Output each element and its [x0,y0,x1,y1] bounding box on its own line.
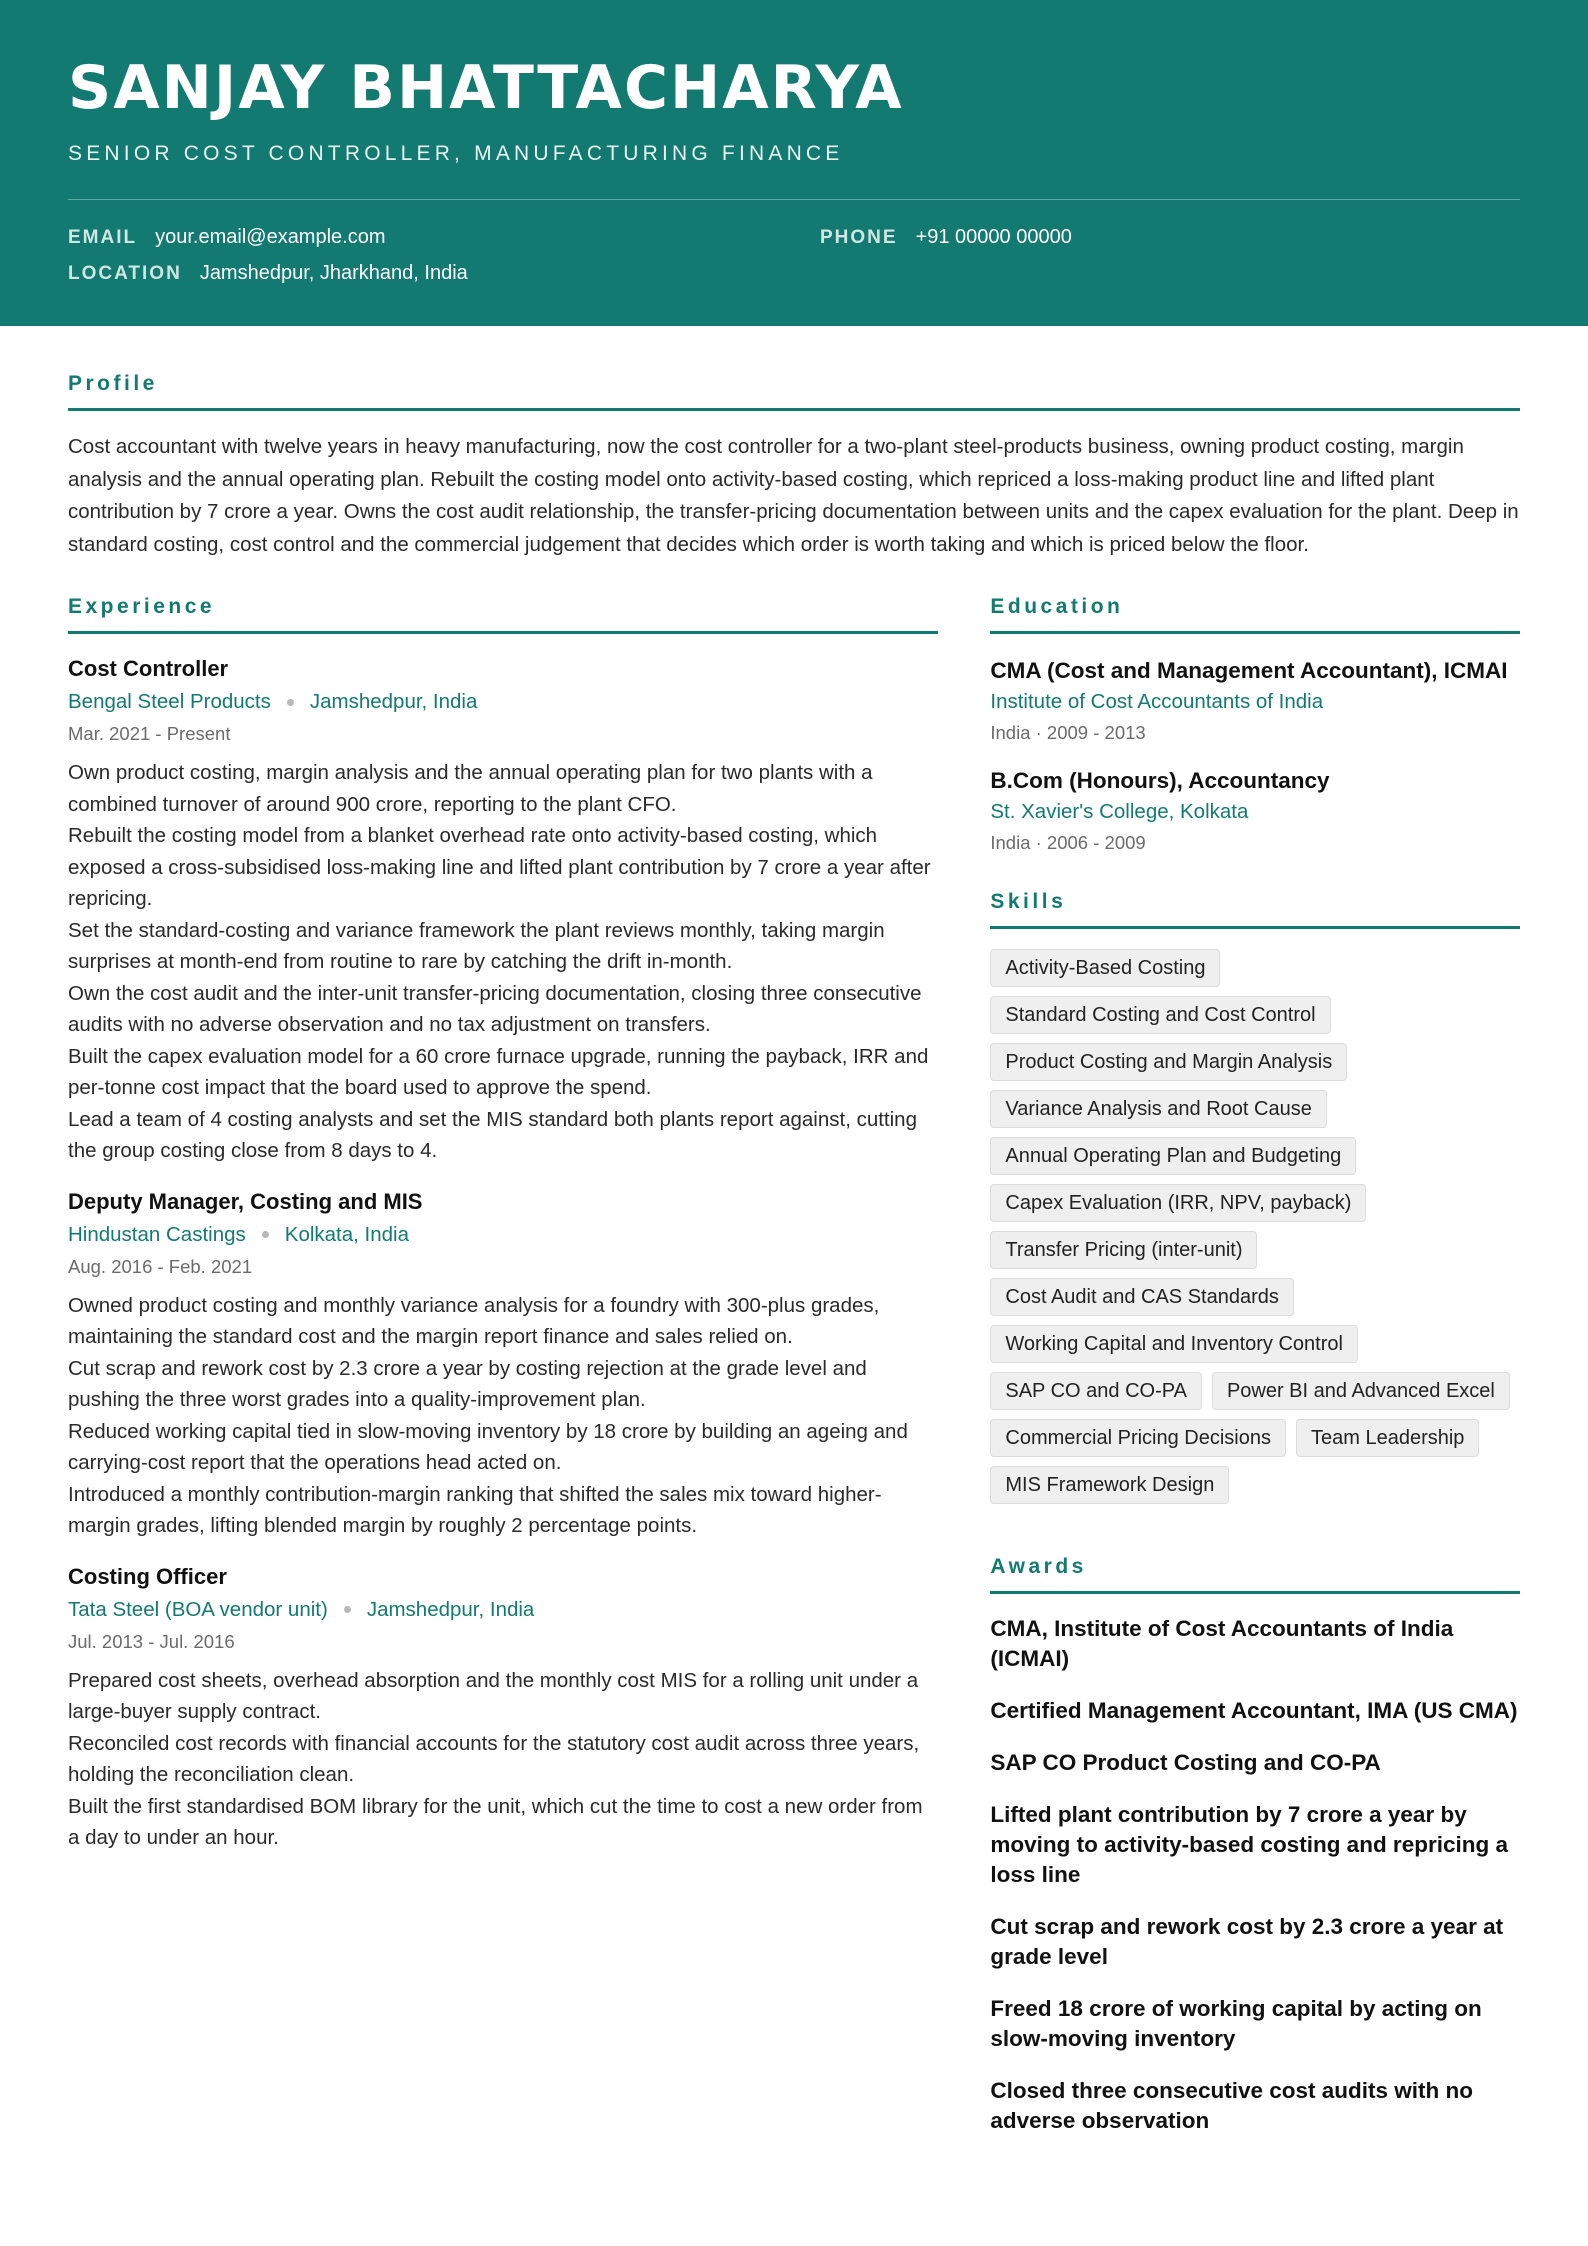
job-bullet: Built the capex evaluation model for a 60 crore furnace upgrade, running the payback, IRR and per-tonne cost impact that the board used to approve the spend. [68,1044,929,1099]
job-bullet: Reduced working capital tied in slow-moving inventory by 18 crore by building an ageing and carrying-cost report that the operations head acted on. [68,1419,908,1474]
job-title: Cost Controller [68,656,229,681]
separator-dot [344,1606,351,1613]
education-meta: India · 2006 - 2009 [990,832,1146,853]
job-bullet: Set the standard-costing and variance framework the plant reviews monthly, taking margin surprises at month-end from routine to rare by catching the drift in-month. [68,918,885,973]
job-meta [68,690,938,714]
awards-section [990,1555,1520,2136]
job-bullet: Own the cost audit and the inter-unit transfer-pricing documentation, closing three consecutive audits with no adverse observation and no tax adjustment on transfers. [68,981,922,1036]
education-meta: India · 2009 - 2013 [990,722,1146,743]
job-dates: Mar. 2021 - Present [68,723,231,744]
job-list [68,656,938,1854]
award-item: CMA, Institute of Cost Accountants of India (ICMAI) [990,1616,1454,1671]
award-item: SAP CO Product Costing and CO-PA [990,1750,1381,1775]
job-bullet: Rebuilt the costing model from a blanket overhead rate onto activity-based costing, which exposed a cross-subsidised loss-making line and lifted plant contribution by 7 crore a year after repricing. [68,824,931,910]
job-bullets [68,1290,938,1542]
skill-chip: Activity-Based Costing [990,949,1220,987]
job-meta [68,1223,938,1247]
job-company: Tata Steel (BOA vendor unit) [68,1597,328,1621]
job-company: Hindustan Castings [68,1222,246,1246]
job-bullets [68,757,938,1167]
education-school: St. Xavier's College, Kolkata [990,800,1249,823]
skill-chip: Cost Audit and CAS Standards [990,1278,1294,1316]
job-meta [68,1598,938,1622]
skill-chip: Transfer Pricing (inter-unit) [990,1231,1257,1269]
skill-chip: Product Costing and Margin Analysis [990,1043,1347,1081]
education-heading: Education [990,595,1520,634]
job-entry [68,656,938,1167]
job-bullet: Own product costing, margin analysis and the annual operating plan for two plants with a combined turnover of around 900 crore, reporting to the plant CFO. [68,761,873,816]
skill-chip: Capex Evaluation (IRR, NPV, payback) [990,1184,1366,1222]
award-item: Lifted plant contribution by 7 crore a year by moving to activity-based costing and repricing a loss line [990,1802,1508,1887]
separator-dot [287,699,294,706]
profile-section [68,372,1520,561]
header-divider [68,199,1520,200]
skills-heading: Skills [990,890,1520,929]
location-value: Jamshedpur, Jharkhand, India [199,262,468,284]
job-dates: Jul. 2013 - Jul. 2016 [68,1630,235,1652]
job-company: Bengal Steel Products [68,690,271,713]
job-bullet: Lead a team of 4 costing analysts and set the MIS standard both plants report against, cutting the group costing close from 8 days to 4. [68,1107,917,1162]
award-item: Freed 18 crore of working capital by acting on slow-moving inventory [990,1996,1482,2051]
experience-section [68,595,938,2136]
profile-heading: Profile [68,372,1520,411]
job-bullet: Reconciled cost records with financial accounts for the statutory cost audit across three years, holding the reconciliation clean. [68,1731,920,1786]
awards-list [990,1614,1520,2136]
education-degree: B.Com (Honours), Accountancy [990,768,1330,793]
education-entry [990,656,1520,744]
phone-label: PHONE [820,227,898,248]
job-bullet: Owned product costing and monthly variance analysis for a foundry with 300-plus grades, maintaining the standard cost and the margin report finance and sales relied on. [68,1293,880,1348]
job-bullets [68,1665,938,1854]
phone-value[interactable]: +91 00000 00000 [915,226,1072,248]
job-entry [68,1189,938,1542]
location-label: LOCATION [68,263,182,284]
education-degree: CMA (Cost and Management Accountant), ICMAI [990,658,1508,683]
job-bullet: Built the first standardised BOM library for the unit, which cut the time to cost a new order from a day to under an hour. [68,1794,923,1849]
skill-chip: Standard Costing and Cost Control [990,996,1330,1034]
job-bullet: Introduced a monthly contribution-margin ranking that shifted the sales mix toward higher-margin grades, lifting blended margin by roughly 2 percentage points. [68,1482,882,1537]
award-item: Certified Management Accountant, IMA (US CMA) [990,1698,1518,1723]
job-title: Costing Officer [68,1563,227,1589]
contact-email [68,226,386,249]
skill-chip: Power BI and Advanced Excel [1212,1372,1510,1410]
job-bullet: Cut scrap and rework cost by 2.3 crore a year by costing rejection at the grade level and pushing the three worst grades into a quality-improvement plan. [68,1356,867,1411]
skill-chip: Annual Operating Plan and Budgeting [990,1137,1356,1175]
job-entry [68,1564,938,1854]
skills-list [990,949,1520,1513]
profile-text: Cost accountant with twelve years in heavy manufacturing, now the cost controller for a two-plant steel-products business, owning product costing, margin analysis and the annual operating plan. Rebuilt the costing model onto activity-based costing, which repriced a loss-making product line and lifted plant contribution by 7 crore a year. Owns the cost audit relationship, the transfer-pricing documentation between units and the capex evaluation for the plant. Deep in standard costing, cost control and the commercial judgement that decides which order is worth taking and which is priced below the floor. [68,435,1519,556]
sidebar-column [990,595,1520,2136]
award-item: Cut scrap and rework cost by 2.3 crore a year at grade level [990,1914,1504,1969]
two-column-layout [68,595,1520,2136]
skill-chip: MIS Framework Design [990,1466,1229,1504]
candidate-title: SENIOR COST CONTROLLER, MANUFACTURING FINANCE [68,142,844,165]
email-label: EMAIL [68,227,138,248]
education-school: Institute of Cost Accountants of India [990,690,1324,713]
email-value[interactable]: your.email@example.com [155,226,386,248]
resume-header [0,0,1588,326]
experience-heading: Experience [68,595,938,634]
contact-info [68,226,1520,306]
skill-chip: Variance Analysis and Root Cause [990,1090,1326,1128]
job-title: Deputy Manager, Costing and MIS [68,1188,423,1214]
job-location: Jamshedpur, India [366,1597,535,1621]
skill-chip: Working Capital and Inventory Control [990,1325,1358,1363]
skills-section [990,890,1520,1513]
job-location: Kolkata, India [284,1222,409,1246]
contact-phone [820,226,1072,249]
skill-chip: SAP CO and CO-PA [990,1372,1202,1410]
job-location: Jamshedpur, India [309,690,478,713]
award-item: Closed three consecutive cost audits with no adverse observation [990,2078,1473,2133]
contact-location [68,262,468,285]
skill-chip: Commercial Pricing Decisions [990,1419,1286,1457]
education-list [990,656,1520,854]
candidate-name: SANJAY BHATTACHARYA [68,53,904,123]
separator-dot [262,1231,269,1238]
education-section [990,595,1520,854]
job-bullet: Prepared cost sheets, overhead absorption and the monthly cost MIS for a rolling unit under a large-buyer supply contract. [68,1668,919,1723]
education-entry [990,766,1520,854]
resume-body [0,372,1588,2136]
job-dates: Aug. 2016 - Feb. 2021 [68,1255,253,1277]
skill-chip: Team Leadership [1296,1419,1479,1457]
awards-heading: Awards [990,1555,1520,1594]
